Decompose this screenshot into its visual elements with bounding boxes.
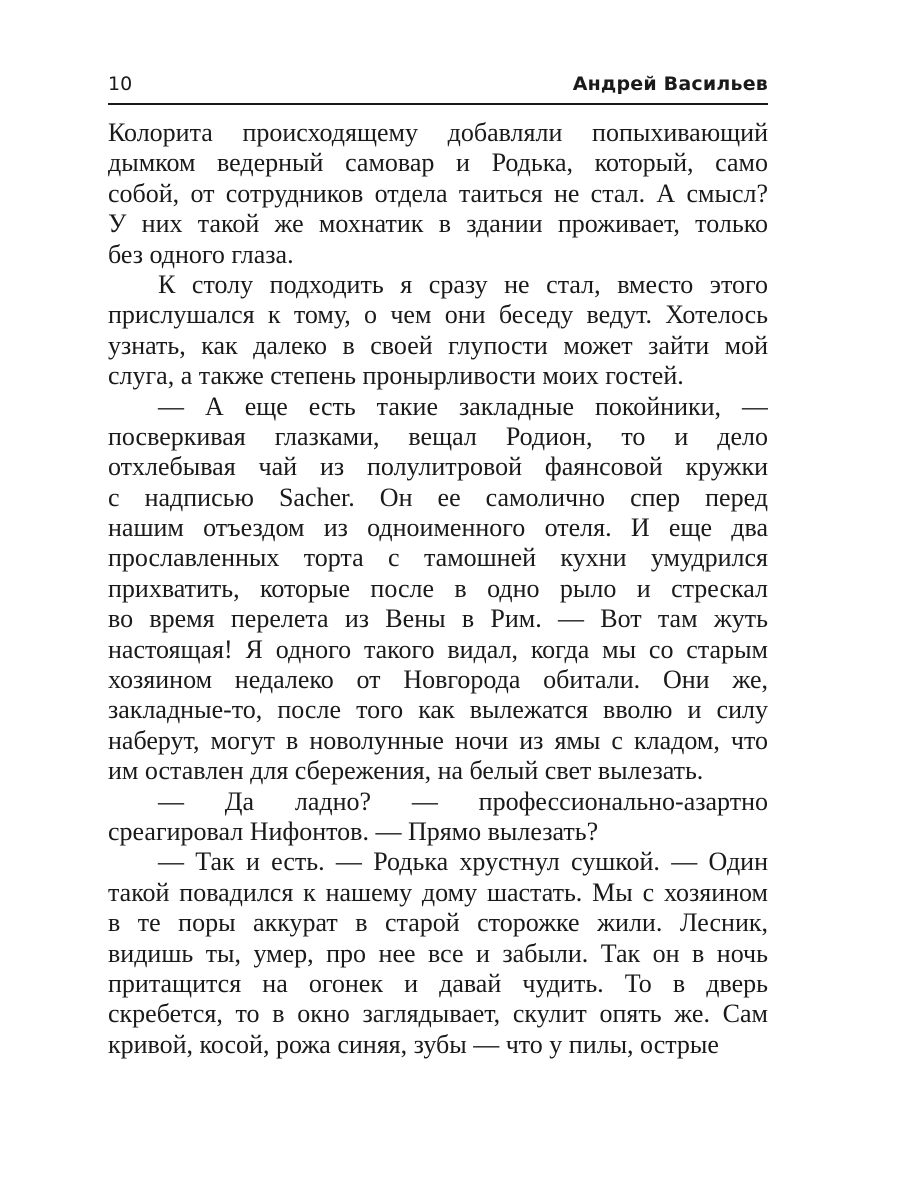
paragraph — [108, 847, 768, 1060]
paragraph — [108, 392, 768, 787]
text-line: узнать, как далеко в своей глупости может зайти мой — [108, 330, 768, 360]
paragraph — [108, 787, 768, 848]
page-number: 10 — [108, 73, 133, 95]
text-line: нашим отъездом из одноименного отеля. И еще два — [108, 513, 768, 543]
text-line: такой повадился к нашему дому шастать. Мы с хозяином — [108, 877, 768, 907]
body-text — [108, 118, 768, 1060]
header-rule — [108, 103, 768, 105]
text-line: без одного глаза. — [108, 239, 294, 269]
text-line: в те поры аккурат в старой сторожке жили. Лесник, — [108, 908, 768, 938]
text-line: дымком ведерный самовар и Родька, который, само — [108, 148, 768, 178]
text-line: прислушался к тому, о чем они беседу ведут. Хотелось — [108, 300, 768, 330]
paragraph — [108, 118, 768, 270]
author-running-head: Андрей Васильев — [572, 73, 768, 95]
text-line: притащится на огонек и давай чудить. То в дверь — [108, 968, 768, 998]
text-line: кривой, косой, рожа синяя, зубы — что у пилы, острые — [108, 1029, 719, 1059]
text-line: отхлебывая чай из полулитровой фаянсовой кружки — [108, 452, 768, 482]
page-header — [108, 73, 768, 103]
text-line: закладные-то, после того как вылежатся вволю и силу — [108, 695, 768, 725]
text-line: с надписью Sacher. Он ее самолично спер перед — [108, 482, 768, 512]
text-line: наберут, могут в новолунные ночи из ямы с кладом, что — [108, 725, 768, 755]
text-line: собой, от сотрудников отдела таиться не стал. А смысл? — [108, 178, 768, 208]
text-line: посверкивая глазками, вещал Родион, то и дело — [108, 421, 768, 451]
text-line: — Так и есть. — Родька хрустнул сушкой. — Один — [158, 847, 768, 877]
paragraph — [108, 270, 768, 392]
text-line: К столу подходить я сразу не стал, вместо этого — [158, 269, 768, 299]
text-line: им оставлен для сбережения, на белый свет вылезать. — [108, 756, 704, 786]
text-line: скребется, то в окно заглядывает, скулит опять же. Сам — [108, 999, 768, 1029]
text-line: У них такой же мохнатик в здании проживает, только — [108, 209, 768, 239]
text-line: Колорита происходящему добавляли попыхивающий — [108, 118, 768, 147]
text-line: — Да ладно? — профессионально-азартно — [158, 786, 768, 816]
text-line: — А еще есть такие закладные покойники, — — [158, 391, 768, 421]
text-line: прихватить, которые после в одно рыло и стрескал — [108, 573, 768, 603]
text-line: слуга, а также степень пронырливости моих гостей. — [108, 361, 684, 391]
text-line: среагировал Нифонтов. — Прямо вылезать? — [108, 816, 599, 846]
text-line: настоящая! Я одного такого видал, когда мы со старым — [108, 634, 768, 664]
text-line: видишь ты, умер, про нее все и забыли. Так он в ночь — [108, 938, 768, 968]
text-line: во время перелета из Вены в Рим. — Вот там жуть — [108, 604, 768, 634]
text-line: прославленных торта с тамошней кухни умудрился — [108, 543, 768, 573]
text-line: хозяином недалеко от Новгорода обитали. Они же, — [108, 665, 768, 695]
